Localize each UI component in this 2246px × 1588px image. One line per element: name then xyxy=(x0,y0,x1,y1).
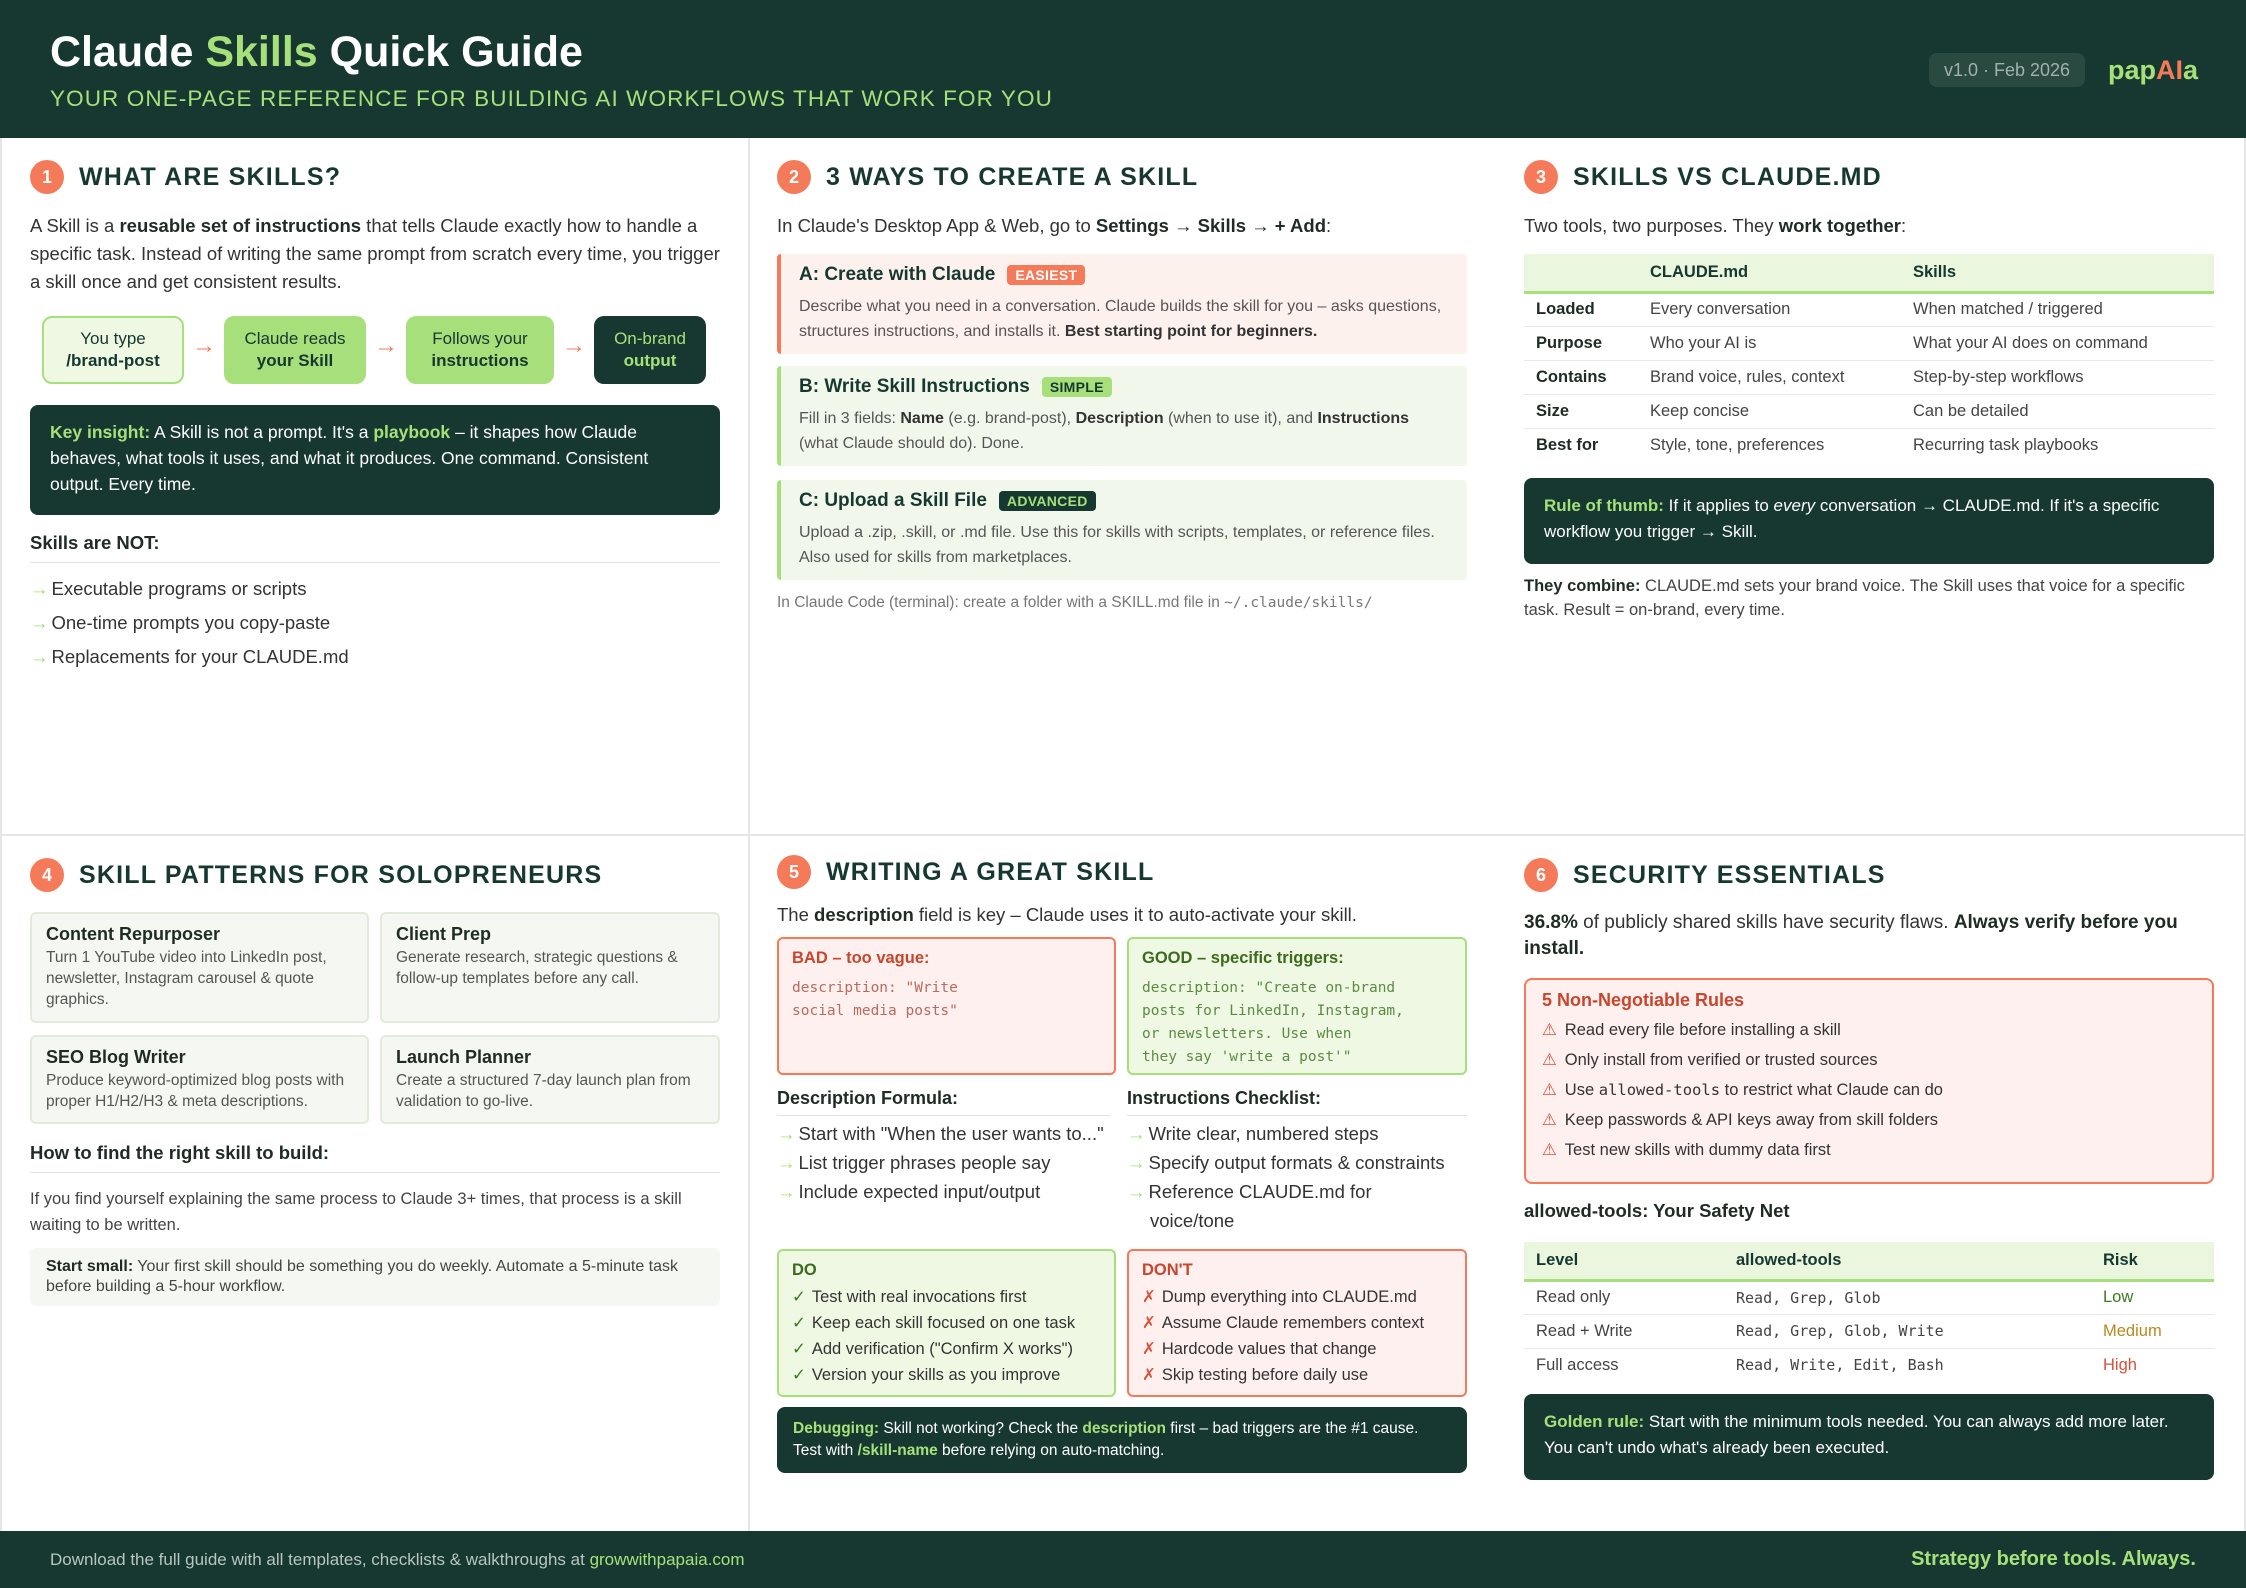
arrow-icon: → xyxy=(374,332,398,359)
table-row: Best for Style, tone, preferences Recurring task playbooks xyxy=(1536,435,2099,454)
table-row: Read only Read, Grep, Glob Low xyxy=(1524,1280,2214,1314)
golden-rule-box: Golden rule: Start with the minimum tools needed. You can always add more later. You can't undo what's already been executed. xyxy=(1524,1394,2214,1480)
intro-text: The description field is key – Claude uses it to auto-activate your skill. xyxy=(777,904,1357,925)
warning-icon: ⚠ xyxy=(1542,1141,1557,1159)
section-title: WHAT ARE SKILLS? xyxy=(79,162,342,191)
section-header xyxy=(1524,858,1886,892)
footer-download-text: Download the full guide with all templates, checklists & walkthroughs at growwithpapaia.com xyxy=(50,1550,745,1569)
section-number: 3 xyxy=(1524,160,1558,194)
footer-tagline: Strategy before tools. Always. xyxy=(1911,1548,2196,1570)
flow-step-type: You type /brand-post xyxy=(42,316,184,384)
section-header xyxy=(30,858,602,892)
title-highlight: Skills xyxy=(205,28,318,76)
list-item: → Write clear, numbered steps xyxy=(1127,1123,1379,1144)
section-number: 4 xyxy=(30,858,64,892)
card-desc: Describe what you need in a conversation. Claude builds the skill for you – asks questions, structures instructions, and installs it. Best starting point for beginners. xyxy=(799,298,1442,340)
page-title: Claude Skills Quick Guide xyxy=(50,28,583,76)
col-header: CLAUDE.md xyxy=(1638,254,1901,292)
do-box: DO ✓ Test with real invocations first ✓ Keep each skill focused on one task ✓ Add verification ("Confirm X works") ✓ Version your skills as you improve xyxy=(777,1249,1116,1397)
warning-icon: ⚠ xyxy=(1542,1111,1557,1129)
badge-easiest: EASIEST xyxy=(1007,265,1085,285)
section-skill-patterns xyxy=(30,858,720,1518)
good-example-box: GOOD – specific triggers: description: "Create on-brand posts for LinkedIn, Instagram, or newsletters. Use when they say 'write a post'" xyxy=(1127,937,1467,1075)
section-title: SKILL PATTERNS FOR SOLOPRENEURS xyxy=(79,860,603,889)
pattern-card: Content Repurposer Turn 1 YouTube video into LinkedIn post, newsletter, Instagram carousel & quote graphics. xyxy=(30,912,369,1023)
rule-item: ⚠ Keep passwords & API keys away from skill folders xyxy=(1542,1111,1939,1129)
badge-simple: SIMPLE xyxy=(1042,377,1112,397)
rule-item: ⚠ Only install from verified or trusted sources xyxy=(1542,1051,1878,1069)
warning-icon: ⚠ xyxy=(1542,1051,1557,1069)
section-header xyxy=(1524,160,1882,194)
pattern-card: Launch Planner Create a structured 7-day launch plan from validation to go-live. xyxy=(380,1035,720,1124)
list-item: → Replacements for your CLAUDE.md xyxy=(30,646,349,667)
allowed-tools-table xyxy=(1524,1242,2214,1382)
intro-text: In Claude's Desktop App & Web, go to Settings → Skills → + Add: xyxy=(777,215,1332,236)
check-icon: ✓ xyxy=(792,1288,806,1306)
key-insight-box: Key insight: A Skill is not a prompt. It's a playbook – it shapes how Claude behaves, what tools it uses, and what it produces. One command. Consistent output. Every time. xyxy=(30,405,720,515)
section-ways-to-create xyxy=(777,160,1467,820)
table-row: Read + Write Read, Grep, Glob, Write Medium xyxy=(1524,1314,2214,1348)
formula-heading: Description Formula: xyxy=(777,1088,959,1108)
arrow-icon: → xyxy=(192,332,216,359)
section-title: SECURITY ESSENTIALS xyxy=(1573,860,1886,889)
list-item: → One-time prompts you copy-paste xyxy=(30,612,331,633)
section-title: SKILLS VS CLAUDE.MD xyxy=(1573,162,1882,191)
table-row: Contains Brand voice, rules, context Step-by-step workflows xyxy=(1524,360,2214,394)
card-title: A: Create with Claude xyxy=(799,264,996,285)
risk-badge: Low xyxy=(2091,1280,2214,1314)
card-desc: Upload a .zip, .skill, or .md file. Use this for skills with scripts, templates, or reference files. Also used for skills from marketplaces. xyxy=(799,524,1435,566)
flow-step-follow: Follows your instructions xyxy=(406,316,554,384)
table-row: Loaded Every conversation When matched / triggered xyxy=(1524,292,2214,326)
find-heading: How to find the right skill to build: xyxy=(30,1142,330,1163)
check-icon: ✓ xyxy=(792,1314,806,1332)
footer-bar xyxy=(0,1531,2246,1588)
check-icon: ✓ xyxy=(792,1340,806,1358)
find-text: If you find yourself explaining the same process to Claude 3+ times, that process is a skill waiting to be written. xyxy=(30,1190,682,1234)
cross-icon: ✗ xyxy=(1142,1288,1156,1306)
cross-icon: ✗ xyxy=(1142,1340,1156,1358)
section-title: 3 WAYS TO CREATE A SKILL xyxy=(826,162,1199,191)
safety-net-heading: allowed-tools: Your Safety Net xyxy=(1524,1200,1790,1221)
risk-badge: High xyxy=(2103,1355,2137,1374)
dont-box: DON'T ✗ Dump everything into CLAUDE.md ✗ Assume Claude remembers context ✗ Hardcode values that change ✗ Skip testing before daily use xyxy=(1127,1249,1467,1397)
list-item: → List trigger phrases people say xyxy=(777,1152,1051,1173)
section-number: 1 xyxy=(30,160,64,194)
rules-box: 5 Non-Negotiable Rules ⚠ Read every file before installing a skill ⚠ Only install from verified or trusted sources ⚠ Use allowed-tools to restrict what Claude can do ⚠ Keep passwords & API keys away from skill folders ⚠ Test new skills with dummy data first xyxy=(1524,978,2214,1184)
pattern-card: Client Prep Generate research, strategic questions & follow-up templates before any call. xyxy=(380,912,720,1023)
section-title: WRITING A GREAT SKILL xyxy=(826,857,1155,886)
checklist-heading: Instructions Checklist: xyxy=(1127,1088,1322,1108)
table-row: Purpose Who your AI is What your AI does on command xyxy=(1524,326,2214,360)
header-bar xyxy=(0,0,2246,138)
section-what-are-skills xyxy=(30,160,720,820)
flow-step-read: Claude reads your Skill xyxy=(224,316,366,384)
col-header: Risk xyxy=(2091,1242,2214,1280)
footnote: In Claude Code (terminal): create a folder with a SKILL.md file in ~/.claude/skills/ xyxy=(777,594,1373,611)
comparison-table xyxy=(1524,254,2214,462)
warning-icon: ⚠ xyxy=(1542,1081,1557,1099)
security-stat: 36.8% of publicly shared skills have security flaws. Always verify before you install. xyxy=(1524,912,2178,959)
col-header: Skills xyxy=(1901,254,2214,292)
table-row: Size Keep concise Can be detailed xyxy=(1524,394,2214,428)
row-divider xyxy=(0,834,2246,836)
section-writing-great-skill xyxy=(777,855,1467,1525)
warning-icon: ⚠ xyxy=(1542,1021,1557,1039)
rule-item: ⚠ Read every file before installing a skill xyxy=(1542,1021,1841,1039)
brand-logo: papAIa xyxy=(2108,55,2199,85)
list-item-continued: voice/tone xyxy=(1150,1210,1235,1231)
list-item: → Executable programs or scripts xyxy=(30,578,307,599)
card-title: B: Write Skill Instructions xyxy=(799,376,1030,397)
col-header: allowed-tools xyxy=(1724,1242,2091,1280)
section-number: 2 xyxy=(777,160,811,194)
start-small-box: Start small: Your first skill should be something you do weekly. Automate a 5-minute task before building a 5-hour workflow. xyxy=(30,1248,720,1306)
section-skills-vs-claudemd xyxy=(1524,160,2214,820)
risk-badge: Medium xyxy=(2091,1314,2214,1348)
page-subtitle: YOUR ONE-PAGE REFERENCE FOR BUILDING AI WORKFLOWS THAT WORK FOR YOU xyxy=(50,86,1053,111)
section-header xyxy=(777,855,1154,889)
rule-item: ⚠ Test new skills with dummy data first xyxy=(1542,1141,1831,1159)
rule-of-thumb-box: Rule of thumb: If it applies to every conversation → CLAUDE.md. If it's a specific workflow you trigger → Skill. xyxy=(1524,478,2214,564)
section-number: 6 xyxy=(1524,858,1558,892)
intro-text: Two tools, two purposes. They work together: xyxy=(1524,215,1907,236)
bad-example-box: BAD – too vague: description: "Write social media posts" xyxy=(777,937,1116,1075)
pattern-card: SEO Blog Writer Produce keyword-optimized blog posts with proper H1/H2/H3 & meta descriptions. xyxy=(30,1035,369,1124)
cross-icon: ✗ xyxy=(1142,1366,1156,1384)
card-upload-file xyxy=(777,480,1467,580)
intro-text: A Skill is a reusable set of instructions that tells Claude exactly how to handle a specific task. Instead of writing the same prompt from scratch every time, you trigger a skill once and get consistent results. xyxy=(30,215,720,292)
list-item: → Specify output formats & constraints xyxy=(1127,1152,1445,1173)
list-item: → Reference CLAUDE.md for xyxy=(1127,1181,1372,1202)
list-item: → Start with "When the user wants to..." xyxy=(777,1123,1104,1144)
table-row: Full access Read, Write, Edit, Bash High xyxy=(1524,1348,2214,1382)
list-item: → Include expected input/output xyxy=(777,1181,1041,1202)
card-write-instructions xyxy=(777,366,1467,466)
card-desc: Fill in 3 fields: Name (e.g. brand-post), Description (when to use it), and Instructions (what Claude should do). Done. xyxy=(799,410,1410,452)
version-badge: v1.0 · Feb 2026 xyxy=(1929,53,2085,87)
card-create-with-claude xyxy=(777,254,1467,354)
col-header: Level xyxy=(1524,1242,1724,1280)
flow-step-output: On-brand output xyxy=(594,316,706,384)
badge-advanced: ADVANCED xyxy=(999,491,1096,511)
section-header xyxy=(30,160,341,194)
card-title: C: Upload a Skill File xyxy=(799,490,987,511)
section-security-essentials xyxy=(1524,858,2214,1518)
section-number: 5 xyxy=(777,855,811,889)
rule-item: ⚠ Use allowed-tools to restrict what Claude can do xyxy=(1542,1081,1943,1099)
not-heading: Skills are NOT: xyxy=(30,532,160,553)
section-header xyxy=(777,160,1198,194)
debugging-box: Debugging: Skill not working? Check the description first – bad triggers are the #1 cause. Test with /skill-name before relying on auto-matching. xyxy=(777,1407,1467,1473)
footer-link[interactable]: growwithpapaia.com xyxy=(589,1550,745,1569)
check-icon: ✓ xyxy=(792,1366,806,1384)
combine-note: They combine: CLAUDE.md sets your brand voice. The Skill uses that voice for a specific task. Result = on-brand, every time. xyxy=(1524,577,2185,619)
cross-icon: ✗ xyxy=(1142,1314,1156,1332)
arrow-icon: → xyxy=(562,332,586,359)
